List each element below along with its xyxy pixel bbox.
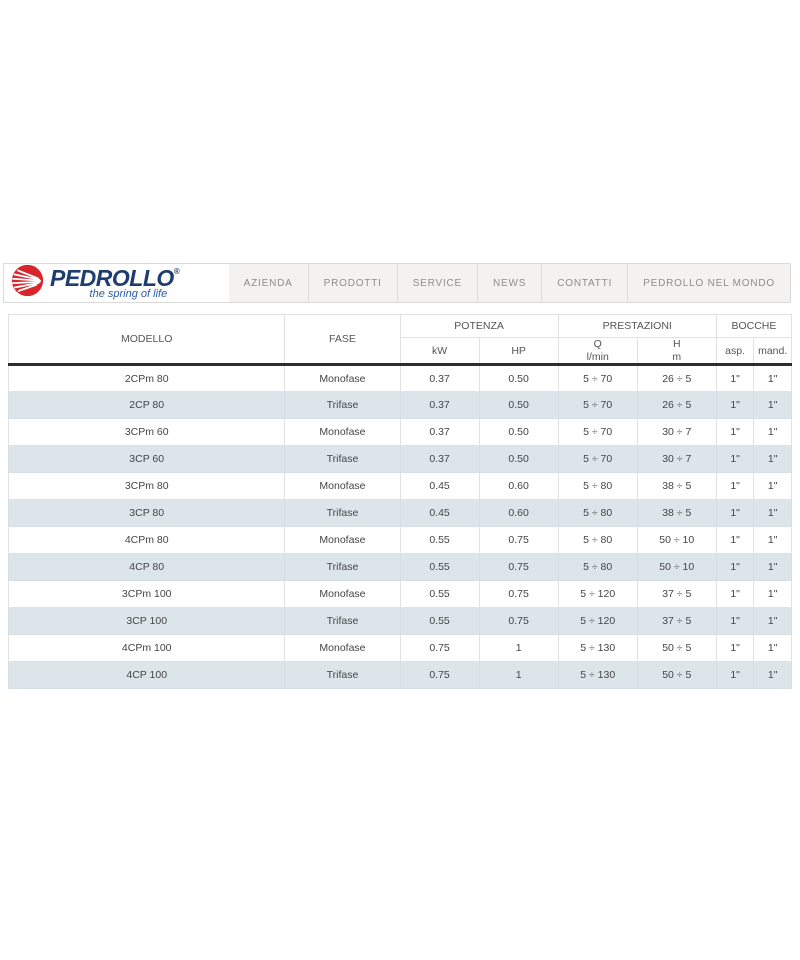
- col-header-q: Q l/min: [558, 338, 637, 365]
- cell-kw: 0.45: [400, 473, 479, 500]
- col-header-modello: MODELLO: [9, 315, 285, 365]
- cell-asp: 1": [716, 500, 754, 527]
- cell-h: 50 ÷ 10: [637, 527, 716, 554]
- pedrollo-fan-icon: [11, 264, 44, 302]
- cell-fase: Monofase: [285, 473, 400, 500]
- cell-modello: 4CPm 80: [9, 527, 285, 554]
- cell-hp: 0.60: [479, 500, 558, 527]
- nav-item-prodotti[interactable]: PRODOTTI: [308, 264, 397, 302]
- pedrollo-logo-link[interactable]: [4, 264, 179, 302]
- cell-modello: 3CP 80: [9, 500, 285, 527]
- group-header-prestazioni: PRESTAZIONI: [558, 315, 716, 338]
- cell-kw: 0.55: [400, 581, 479, 608]
- cell-asp: 1": [716, 662, 754, 689]
- cell-h: 26 ÷ 5: [637, 365, 716, 392]
- cell-fase: Trifase: [285, 608, 400, 635]
- cell-fase: Monofase: [285, 365, 400, 392]
- cell-asp: 1": [716, 473, 754, 500]
- pump-spec-table: [8, 314, 792, 689]
- cell-asp: 1": [716, 419, 754, 446]
- registered-mark: ®: [173, 266, 180, 276]
- cell-fase: Trifase: [285, 500, 400, 527]
- table-row: [9, 473, 792, 500]
- cell-fase: Monofase: [285, 581, 400, 608]
- cell-fase: Monofase: [285, 527, 400, 554]
- cell-modello: 3CPm 60: [9, 419, 285, 446]
- cell-q: 5 ÷ 80: [558, 473, 637, 500]
- col-header-hp: HP: [479, 338, 558, 365]
- cell-modello: 3CPm 80: [9, 473, 285, 500]
- cell-fase: Monofase: [285, 635, 400, 662]
- cell-modello: 4CP 100: [9, 662, 285, 689]
- site-header: [3, 263, 791, 303]
- cell-kw: 0.37: [400, 392, 479, 419]
- cell-asp: 1": [716, 581, 754, 608]
- cell-fase: Trifase: [285, 446, 400, 473]
- cell-q: 5 ÷ 70: [558, 392, 637, 419]
- cell-q: 5 ÷ 120: [558, 581, 637, 608]
- cell-modello: 2CP 80: [9, 392, 285, 419]
- cell-mand: 1": [754, 500, 792, 527]
- cell-modello: 4CPm 100: [9, 635, 285, 662]
- col-header-kw: kW: [400, 338, 479, 365]
- cell-hp: 0.50: [479, 392, 558, 419]
- cell-mand: 1": [754, 392, 792, 419]
- nav-item-contatti[interactable]: CONTATTI: [541, 264, 627, 302]
- cell-hp: 1: [479, 662, 558, 689]
- table-row: [9, 527, 792, 554]
- cell-q: 5 ÷ 70: [558, 365, 637, 392]
- cell-hp: 1: [479, 635, 558, 662]
- cell-mand: 1": [754, 662, 792, 689]
- cell-h: 50 ÷ 10: [637, 554, 716, 581]
- col-header-mand: mand.: [754, 338, 792, 365]
- cell-q: 5 ÷ 120: [558, 608, 637, 635]
- cell-hp: 0.75: [479, 581, 558, 608]
- cell-kw: 0.55: [400, 608, 479, 635]
- table-row: [9, 419, 792, 446]
- cell-mand: 1": [754, 581, 792, 608]
- cell-modello: 4CP 80: [9, 554, 285, 581]
- cell-h: 30 ÷ 7: [637, 419, 716, 446]
- cell-kw: 0.37: [400, 446, 479, 473]
- cell-asp: 1": [716, 392, 754, 419]
- cell-mand: 1": [754, 419, 792, 446]
- cell-fase: Trifase: [285, 554, 400, 581]
- col-header-asp: asp.: [716, 338, 754, 365]
- cell-fase: Monofase: [285, 419, 400, 446]
- spec-table-body: [9, 365, 792, 689]
- cell-mand: 1": [754, 527, 792, 554]
- cell-hp: 0.50: [479, 419, 558, 446]
- cell-mand: 1": [754, 554, 792, 581]
- cell-hp: 0.60: [479, 473, 558, 500]
- cell-asp: 1": [716, 608, 754, 635]
- cell-hp: 0.75: [479, 554, 558, 581]
- group-header-bocche: BOCCHE: [716, 315, 791, 338]
- cell-fase: Trifase: [285, 662, 400, 689]
- brand-tagline: the spring of life: [89, 287, 168, 300]
- col-header-h: H m: [637, 338, 716, 365]
- cell-asp: 1": [716, 635, 754, 662]
- table-row: [9, 392, 792, 419]
- cell-q: 5 ÷ 70: [558, 446, 637, 473]
- cell-modello: 3CPm 100: [9, 581, 285, 608]
- col-header-fase: FASE: [285, 315, 400, 365]
- cell-kw: 0.55: [400, 527, 479, 554]
- nav-item-azienda[interactable]: AZIENDA: [229, 264, 308, 302]
- cell-fase: Trifase: [285, 392, 400, 419]
- main-nav: [226, 264, 790, 302]
- cell-hp: 0.50: [479, 365, 558, 392]
- cell-q: 5 ÷ 80: [558, 500, 637, 527]
- table-row: [9, 608, 792, 635]
- cell-mand: 1": [754, 635, 792, 662]
- cell-q: 5 ÷ 80: [558, 527, 637, 554]
- table-row: [9, 662, 792, 689]
- cell-h: 26 ÷ 5: [637, 392, 716, 419]
- cell-kw: 0.75: [400, 635, 479, 662]
- table-row: [9, 554, 792, 581]
- nav-item-news[interactable]: NEWS: [477, 264, 541, 302]
- logo-text: [50, 264, 180, 300]
- cell-hp: 0.75: [479, 608, 558, 635]
- cell-mand: 1": [754, 473, 792, 500]
- cell-kw: 0.75: [400, 662, 479, 689]
- cell-mand: 1": [754, 446, 792, 473]
- cell-h: 50 ÷ 5: [637, 635, 716, 662]
- cell-h: 50 ÷ 5: [637, 662, 716, 689]
- cell-h: 38 ÷ 5: [637, 473, 716, 500]
- cell-hp: 0.50: [479, 446, 558, 473]
- cell-kw: 0.45: [400, 500, 479, 527]
- table-row: [9, 446, 792, 473]
- cell-h: 37 ÷ 5: [637, 581, 716, 608]
- cell-kw: 0.55: [400, 554, 479, 581]
- cell-q: 5 ÷ 130: [558, 662, 637, 689]
- cell-asp: 1": [716, 554, 754, 581]
- cell-h: 30 ÷ 7: [637, 446, 716, 473]
- cell-q: 5 ÷ 80: [558, 554, 637, 581]
- table-header: [9, 315, 792, 365]
- cell-asp: 1": [716, 446, 754, 473]
- cell-mand: 1": [754, 608, 792, 635]
- cell-q: 5 ÷ 70: [558, 419, 637, 446]
- cell-mand: 1": [754, 365, 792, 392]
- nav-item-service[interactable]: SERVICE: [397, 264, 477, 302]
- cell-asp: 1": [716, 527, 754, 554]
- table-row: [9, 500, 792, 527]
- cell-modello: 3CP 60: [9, 446, 285, 473]
- cell-kw: 0.37: [400, 419, 479, 446]
- cell-kw: 0.37: [400, 365, 479, 392]
- table-row: [9, 365, 792, 392]
- cell-hp: 0.75: [479, 527, 558, 554]
- cell-asp: 1": [716, 365, 754, 392]
- cell-h: 38 ÷ 5: [637, 500, 716, 527]
- cell-modello: 3CP 100: [9, 608, 285, 635]
- table-row: [9, 581, 792, 608]
- table-row: [9, 635, 792, 662]
- brand-wordmark: PEDROLLO®: [50, 264, 180, 291]
- nav-item-pedrollo-nel-mondo[interactable]: PEDROLLO NEL MONDO: [627, 264, 790, 302]
- pump-spec-table-container: [8, 314, 792, 689]
- cell-h: 37 ÷ 5: [637, 608, 716, 635]
- group-header-potenza: POTENZA: [400, 315, 558, 338]
- cell-modello: 2CPm 80: [9, 365, 285, 392]
- cell-q: 5 ÷ 130: [558, 635, 637, 662]
